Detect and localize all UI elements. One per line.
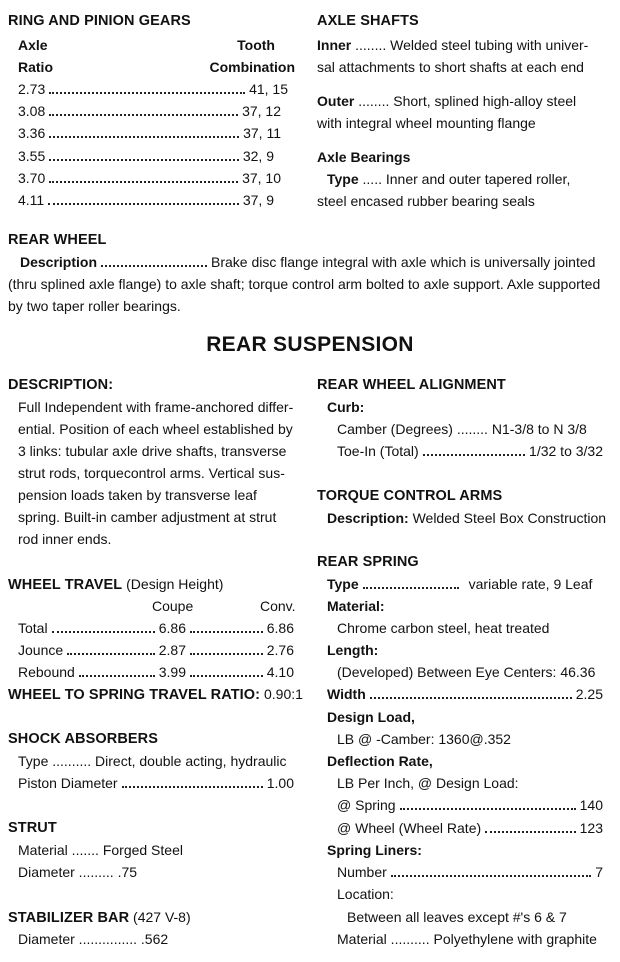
outer-line: Outer ........ Short, splined high-alloy steel (317, 93, 577, 109)
piston-label: Piston Diameter (18, 775, 118, 791)
liner-number-row (337, 864, 603, 881)
torque-desc-line (327, 510, 606, 527)
stabilizer-diameter-line: Diameter ............... .562 (18, 931, 169, 947)
axle-shafts-heading: AXLE SHAFTS (317, 13, 419, 29)
spring-width-value: 2.25 (575, 686, 603, 702)
wheel-travel-sub: (Design Height) (126, 576, 224, 592)
strut-material-label: Material (18, 842, 68, 858)
rear-wheel-desc-2: (thru splined axle flange) to axle shaft; torque control arm bolted to axle support. Axle supported (8, 276, 601, 292)
description-line: ential. Position of each wheel established by (18, 421, 293, 437)
inner-line: Inner ........ Welded steel tubing with univer- (317, 37, 589, 53)
liner-number-label: Number (337, 864, 387, 880)
wheel-travel-heading: WHEEL TRAVEL (8, 577, 123, 593)
inner-label: Inner (317, 37, 352, 53)
gear-ratio: 4.11 (18, 192, 45, 208)
travel-row-coupe (18, 620, 186, 637)
description-line: spring. Built-in camber adjustment at strut (18, 509, 277, 525)
piston-diameter-row (18, 775, 294, 792)
outer-text: Short, splined high-alloy steel (393, 93, 577, 109)
spring-type-row (327, 576, 611, 593)
rear-wheel-desc-3: by two taper roller bearings. (8, 298, 181, 314)
spring-width-row (327, 686, 603, 703)
gear-ratio: 3.08 (18, 103, 46, 119)
bearing-type-label: Type (327, 171, 359, 187)
gear-row (18, 81, 288, 98)
axle-bearings-heading: Axle Bearings (317, 149, 411, 165)
strut-heading: STRUT (8, 820, 57, 836)
spring-width-label: Width (327, 686, 366, 702)
spring-length-text: (Developed) Between Eye Centers: (337, 664, 557, 680)
spring-material-label: Material: (327, 598, 385, 614)
travel-label: Total (18, 620, 48, 636)
travel-row-conv (190, 620, 294, 637)
toe-in-row (337, 443, 603, 460)
inner-text: Welded steel tubing with univer- (390, 37, 589, 53)
travel-conv: 6.86 (266, 620, 294, 636)
torque-desc-value: Welded Steel Box Construction (412, 510, 607, 526)
gear-teeth: 32, 9 (242, 148, 274, 164)
stabilizer-sub: (427 V-8) (133, 909, 191, 925)
gear-row (18, 103, 281, 120)
spring-liners-label: Spring Liners: (327, 842, 422, 858)
gear-ratio: 3.36 (18, 125, 46, 141)
spring-length-line (337, 664, 595, 681)
camber-value: N1-3/8 to N 3/8 (491, 421, 587, 437)
liner-location-label: Location: (337, 886, 394, 902)
piston-value: 1.00 (266, 775, 294, 791)
curb-label: Curb: (327, 399, 365, 415)
gear-teeth: 37, 9 (242, 192, 274, 208)
travel-label: Jounce (18, 642, 64, 658)
gear-ratio: 3.70 (18, 170, 46, 186)
bearing-type-text-2: steel encased rubber bearing seals (317, 193, 535, 209)
travel-coupe: 6.86 (158, 620, 186, 636)
at-wheel-label: @ Wheel (Wheel Rate) (337, 820, 482, 836)
description-line: rod inner ends. (18, 531, 112, 547)
gear-row (18, 170, 281, 187)
shock-heading: SHOCK ABSORBERS (8, 731, 159, 747)
spring-length-value: 46.36 (560, 664, 596, 680)
travel-conv: 2.76 (266, 642, 294, 658)
deflection-sub: LB Per Inch, @ Design Load: (337, 775, 519, 791)
stabilizer-heading-line (8, 909, 191, 927)
description-heading: DESCRIPTION: (8, 377, 114, 393)
travel-coupe: 3.99 (158, 664, 186, 680)
tooth-header-1: Tooth (237, 37, 275, 53)
gear-row (18, 148, 274, 165)
gear-teeth: 37, 12 (242, 103, 281, 119)
travel-ratio-line (8, 686, 303, 704)
at-wheel-row (337, 820, 603, 837)
gear-ratio: 3.55 (18, 148, 46, 164)
travel-row-coupe (18, 642, 186, 659)
stabilizer-diameter-label: Diameter (18, 931, 75, 947)
travel-row-conv (190, 642, 294, 659)
travel-conv: 4.10 (266, 664, 294, 680)
rear-wheel-line-1 (20, 254, 611, 271)
outer-label: Outer (317, 93, 355, 109)
conv-column-header: Conv. (260, 598, 296, 614)
stabilizer-diameter-value: .562 (140, 931, 169, 947)
alignment-heading: REAR WHEEL ALIGNMENT (317, 377, 506, 393)
liner-location-value: Between all leaves except #'s 6 & 7 (347, 909, 567, 925)
bearing-type-text: Inner and outer tapered roller, (385, 171, 571, 187)
coupe-column-header: Coupe (152, 598, 194, 614)
strut-diameter-label: Diameter (18, 864, 75, 880)
camber-line: Camber (Degrees) ........ N1-3/8 to N 3/8 (337, 421, 587, 437)
gear-teeth: 37, 10 (242, 170, 281, 186)
travel-row-coupe (18, 664, 186, 681)
description-line: strut rods, torquecontrol arms. Vertical sus- (18, 465, 285, 481)
toe-value: 1/32 to 3/32 (529, 443, 603, 459)
spring-material-value: Chrome carbon steel, heat treated (337, 620, 550, 636)
ring-pinion-heading: RING AND PINION GEARS (8, 13, 191, 29)
strut-diameter-value: .75 (117, 864, 138, 880)
shock-type-line: Type .......... Direct, double acting, hydraulic (18, 753, 287, 769)
strut-material-line: Material ....... Forged Steel (18, 842, 183, 858)
shock-type-label: Type (18, 753, 49, 769)
at-spring-row (337, 797, 603, 814)
rear-wheel-desc-label: Description (20, 254, 98, 270)
torque-heading: TORQUE CONTROL ARMS (317, 488, 503, 504)
travel-row-conv (190, 664, 294, 681)
strut-diameter-line: Diameter ......... .75 (18, 864, 138, 880)
travel-coupe: 2.87 (158, 642, 186, 658)
axle-ratio-header-2: Ratio (18, 59, 53, 75)
at-spring-label: @ Spring (337, 797, 396, 813)
spring-heading: REAR SPRING (317, 554, 419, 570)
liner-number-value: 7 (595, 864, 603, 880)
gear-ratio: 2.73 (18, 81, 46, 97)
at-wheel-value: 123 (579, 820, 603, 836)
liner-material-label: Material (337, 931, 387, 947)
gear-teeth: 41, 15 (249, 81, 288, 97)
axle-ratio-header-1: Axle (18, 37, 48, 53)
at-spring-value: 140 (579, 797, 603, 813)
toe-label: Toe-In (Total) (337, 443, 419, 459)
travel-label: Rebound (18, 664, 75, 680)
tooth-header-2: Combination (209, 59, 295, 75)
travel-ratio-label: WHEEL TO SPRING TRAVEL RATIO: (8, 687, 261, 703)
design-load-value: LB @ -Camber: 1360@.352 (337, 731, 511, 747)
spring-length-label: Length: (327, 642, 379, 658)
rear-wheel-heading: REAR WHEEL (8, 232, 107, 248)
strut-material-value: Forged Steel (102, 842, 183, 858)
liner-material-value: Polyethylene with graphite (433, 931, 597, 947)
description-line: Full Independent with frame-anchored differ- (18, 399, 294, 415)
gear-row (18, 125, 281, 142)
shock-type-value: Direct, double acting, hydraulic (95, 753, 287, 769)
section-title: REAR SUSPENSION (206, 333, 414, 356)
deflection-label: Deflection Rate, (327, 753, 433, 769)
liner-material-line: Material .......... Polyethylene with graphite (337, 931, 597, 947)
inner-text-2: sal attachments to short shafts at each end (317, 59, 584, 75)
torque-desc-label: Description: (327, 510, 409, 526)
travel-ratio-value: 0.90:1 (264, 686, 303, 702)
description-line: pension loads taken by transverse leaf (18, 487, 257, 503)
camber-label: Camber (Degrees) (337, 421, 453, 437)
gear-row (18, 192, 274, 209)
bearing-type-line: Type ..... Inner and outer tapered roller, (327, 171, 571, 187)
outer-text-2: with integral wheel mounting flange (317, 115, 536, 131)
gear-teeth: 37, 11 (243, 125, 281, 141)
description-line: 3 links: tubular axle drive shafts, transverse (18, 443, 287, 459)
stabilizer-heading: STABILIZER BAR (8, 910, 130, 926)
spring-type-label: Type (327, 576, 359, 592)
rear-wheel-desc-1: Brake disc flange integral with axle which is universally jointed (211, 254, 596, 270)
wheel-travel-heading-line (8, 576, 223, 594)
design-load-label: Design Load, (327, 709, 415, 725)
spring-type-value: variable rate, 9 Leaf (468, 576, 593, 592)
